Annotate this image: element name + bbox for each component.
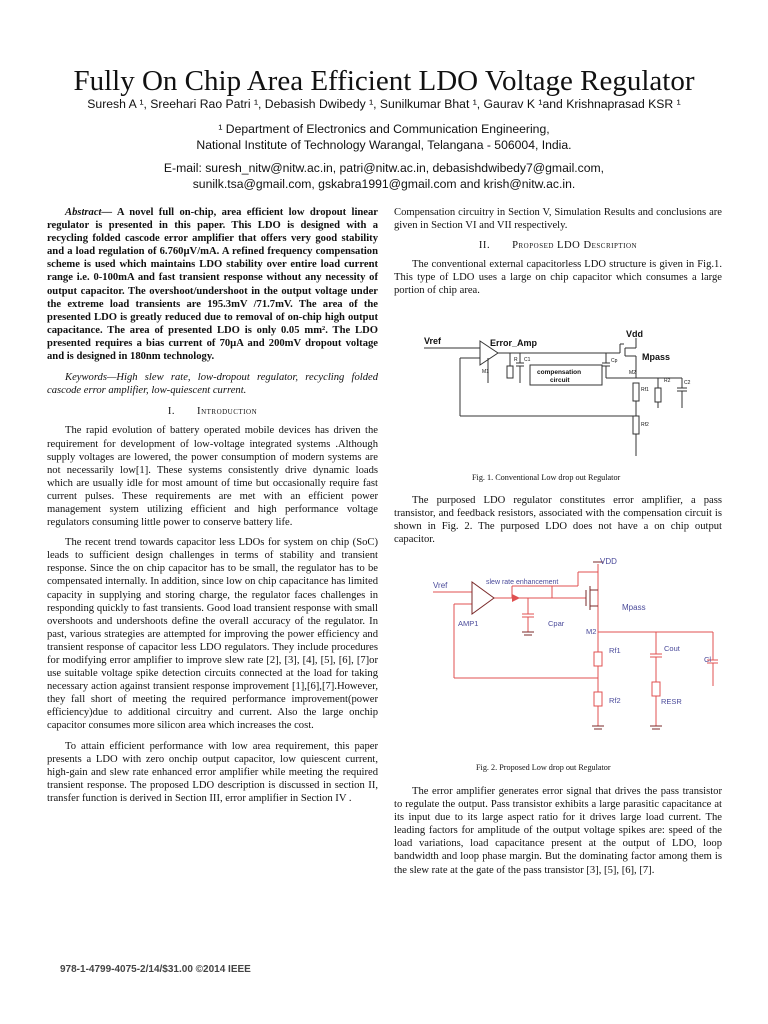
affiliation-line-2: National Institute of Technology Warangal, Telangana - 506004, India. xyxy=(196,138,572,152)
fig2-mpass-label: Mpass xyxy=(622,603,646,612)
right-paragraph-2: The purposed LDO regulator constitutes error amplifier, a pass transistor, and feedback resistors, associated with the compensation circuit is shown in Fig. 2. The purposed LDO does not have a on chip output capacitor. xyxy=(394,495,722,546)
fig1-vdd-label: Vdd xyxy=(626,329,643,339)
right-column-middle xyxy=(394,494,722,553)
fig2-rf1-label: Rf1 xyxy=(609,646,621,655)
fig2-cout-label: Cout xyxy=(664,644,680,653)
fig1-cp-label: Cp xyxy=(611,358,618,364)
right-column-bottom xyxy=(394,785,722,884)
fig1-m2-label: M2 xyxy=(629,370,636,376)
fig2-cpar-label: Cpar xyxy=(548,619,565,628)
right-paragraph-1: The conventional external capacitorless LDO structure is given in Fig.1. This type of LDO uses a large on chip capacitor which consumes a large portion of chip area. xyxy=(394,259,722,297)
right-paragraph-3: The error amplifier generates error signal that drives the pass transistor to regulate the output. Pass transistor exhibits a large parasitic capacitance at its input due to its large aspect ratio for it drives large load current. The leading factors for amplitude of the output voltage spikes are: speed of the load variations, load capacitance present at the output of LDO, loop bandwidth and loop phase margin. But the dominating factor among them is the slew rate at the gate of the pass transistor [3], [5], [6], [7]. xyxy=(394,786,722,876)
intro-paragraph-2: The recent trend towards capacitor less LDOs for system on chip (SoC) leads to sufficient design challenges in terms of stability and transient response. Since the on chip capacitor has to be small, the regulator has to be compensated internally. In addition, since low on chip capacitance has limited capacity in supplying and storing charge, the regulator faces challenges in responding quickly to fast transients. Good load transient response with small overshoots and undershoots define the overall accuracy of the regulator. In past, various strategies are attempted for improving the power efficiency and transient response of capacitor less LDO regulators. They include procedures for modifying error amplifier to improve slew rate [2], [3], [4], [5], [6], [7]or use suitable voltage spike detection circuits connected at the load for taking necessary action against transient response improvement [1],[6],[7].However, they fall short of meeting the required performance improvement(power efficiency)due to additional circuitry and current. Also the large onchip capacitor consumes more silicon area which increases the cost. xyxy=(47,537,378,732)
intro-paragraph-1: The rapid evolution of battery operated mobile devices has driven the requirement for development of low-voltage integrated systems .Although supply voltages are lowered, the power consumption of modern systems are not necessarily low[1]. These systems consistently drive dynamic loads which are usually idle for most amount of time but occasionally require fast current pulses. These requirements are met with an efficient power management system utilizing efficient and high performance voltage regulators consuming little power to conserve battery life. xyxy=(47,425,378,529)
figure-2-caption: Fig. 2. Proposed Low drop out Regulator xyxy=(476,763,611,772)
fig1-r2-label: R2 xyxy=(664,378,671,384)
fig2-slew-label: slew rate enhancement xyxy=(486,579,559,586)
fig1-mpass-label: Mpass xyxy=(642,352,671,362)
section-heading-introduction: I. Introduction xyxy=(167,406,258,418)
abstract-text: A novel full on-chip, area efficient low dropout linear regulator is presented in this paper. This LDO is designed with a recycling folded cascode error amplifier that offers very good stability and a load regulation of 6.760µV/mA. A refined frequency compensation scheme is used which maintains LDO stability over entire load current range i.e. 0-100mA and fast transient response without any necessity of output capacitor. The overshoot/undershoot in the output voltage under the extreme load transients are 195.3mV /71.7mV. The area of the presented LDO is greatly reduced due to removal of on-chip high output capacitance. The area of presented LDO is only 0.05 mm². The LDO presented requires a bias current of 70µA and 200mV dropout voltage and is designed in 180nm technology. xyxy=(47,207,378,363)
abstract-label: Abstract— xyxy=(65,207,113,218)
fig1-c2-label: C2 xyxy=(684,380,691,386)
fig2-m2-label: M2 xyxy=(586,627,597,636)
fig1-c1-label: C1 xyxy=(524,357,531,363)
fig2-vref-label: Vref xyxy=(433,581,448,590)
figure-1-circuit xyxy=(420,329,696,466)
section-heading-proposed: II. Proposed LDO Description xyxy=(478,240,638,252)
left-column xyxy=(47,206,378,812)
fig2-resr-label: RESR xyxy=(661,697,682,706)
fig1-comp-label-2: circuit xyxy=(550,377,570,384)
fig1-error-amp-label: Error_Amp xyxy=(490,338,538,348)
figure-1-caption: Fig. 1. Conventional Low drop out Regulator xyxy=(472,473,621,482)
abstract xyxy=(47,206,378,363)
fig1-rf1-label: Rf1 xyxy=(641,387,649,393)
figure-2-circuit xyxy=(428,556,718,756)
fig1-comp-label-1: compensation xyxy=(537,369,582,376)
right-paragraph-0: Compensation circuitry in Section V, Simulation Results and conclusions are given in Section VI and VII respectively. xyxy=(394,207,722,232)
keywords: Keywords—High slew rate, low-dropout regulator, recycling folded cascode error amplifier, low-quiescent current. xyxy=(47,372,378,397)
email-line-1: E-mail: suresh_nitw@nitw.ac.in, patri@nitw.ac.in, debasishdwibedy7@gmail.com, xyxy=(163,161,605,175)
affiliation-line-1: ¹ Department of Electronics and Communication Engineering, xyxy=(218,122,550,136)
fig1-m1-label: M1 xyxy=(482,369,489,375)
intro-paragraph-3: To attain efficient performance with low area requirement, this paper presents a LDO with zero onchip output capacitor, low quiescent current, high-gain and slew rate enhanced error amplifier while meeting the required transient response. The proposed LDO description is discussed in section II, transfer function is derived in Section III, error amplifier in Section IV . xyxy=(47,740,378,804)
fig1-r-label: R xyxy=(514,357,518,363)
fig1-rf2-label: Rf2 xyxy=(641,422,649,428)
right-column-top xyxy=(394,206,722,305)
paper-title: Fully On Chip Area Efficient LDO Voltage Regulator xyxy=(73,65,695,97)
author-list: Suresh A ¹, Sreehari Rao Patri ¹, Debasish Dwibedy ¹, Sunilkumar Bhat ¹, Gaurav K ¹and Krishnaprasad KSR ¹ xyxy=(87,97,681,111)
fig2-amp1-label: AMP1 xyxy=(458,619,479,628)
fig2-vdd-label: VDD xyxy=(600,557,617,566)
email-line-2: sunilk.tsa@gmail.com, gskabra1991@gmail.com and krish@nitw.ac.in. xyxy=(192,177,576,191)
fig2-rf2-label: Rf2 xyxy=(609,696,621,705)
fig1-vref-label: Vref xyxy=(424,336,442,346)
fig2-cl-label: Cl xyxy=(704,655,712,664)
copyright-footer: 978-1-4799-4075-2/14/$31.00 ©2014 IEEE xyxy=(60,964,251,975)
